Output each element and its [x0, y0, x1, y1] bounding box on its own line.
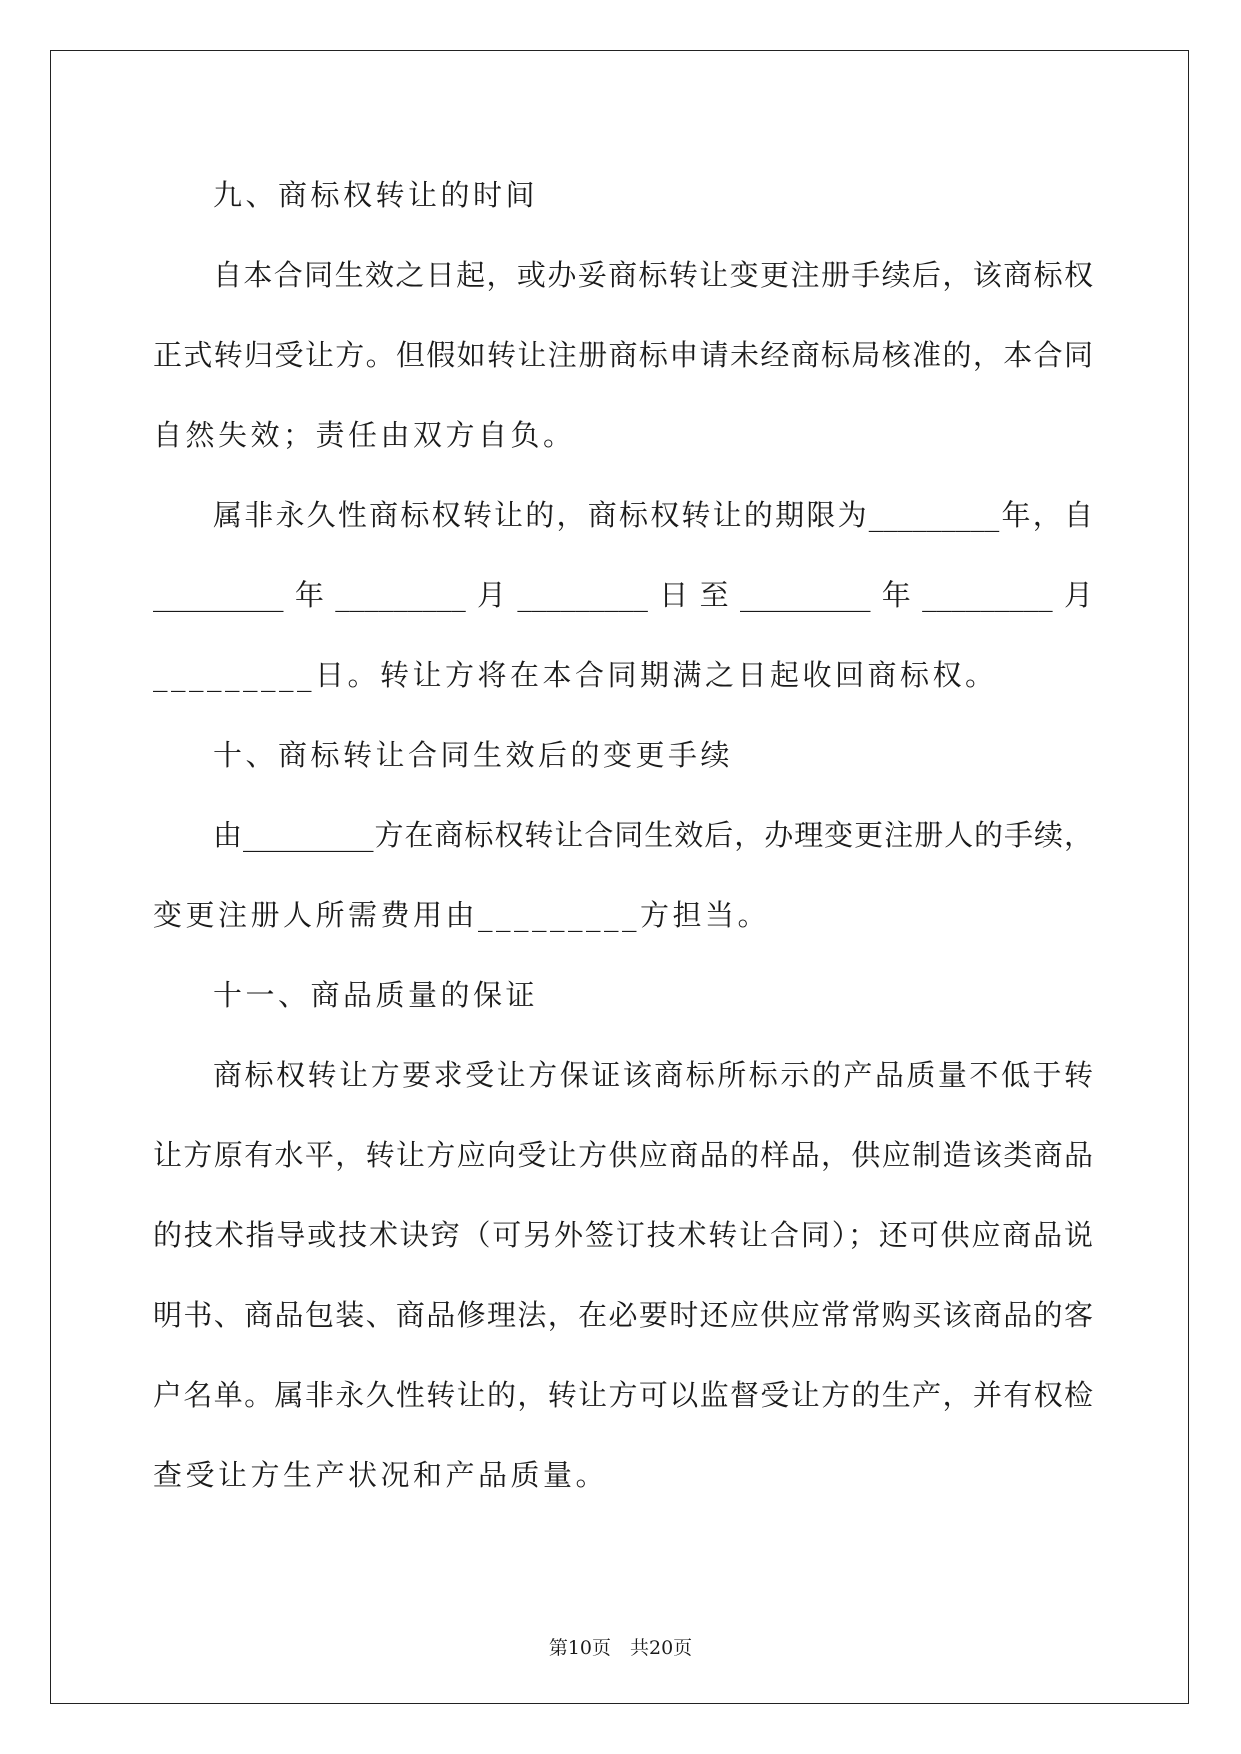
section-heading-11: 十一、商品质量的保证 — [213, 978, 539, 1012]
paragraph-line: 明书、商品包装、商品修理法，在必要时还应供应常常购买该商品的客 — [153, 1298, 1093, 1332]
paragraph-line: 查受让方生产状况和产品质量。 — [153, 1458, 609, 1492]
paragraph-line: 变更注册人所需费用由_________方担当。 — [153, 898, 771, 932]
paragraph-line: 商标权转让方要求受让方保证该商标所标示的产品质量不低于转 — [213, 1058, 1093, 1092]
paragraph-line: 让方原有水平，转让方应向受让方供应商品的样品，供应制造该类商品 — [153, 1138, 1093, 1172]
paragraph-line: 正式转归受让方。但假如转让注册商标申请未经商标局核准的，本合同 — [153, 338, 1093, 372]
paragraph-line: 自然失效；责任由双方自负。 — [153, 418, 576, 452]
section-heading-10: 十、商标转让合同生效后的变更手续 — [213, 738, 734, 772]
page-number: 第10页 共20页 — [548, 1637, 693, 1659]
paragraph-line: 属非永久性商标权转让的，商标权转让的期限为_________年，自 — [213, 498, 1093, 532]
paragraph-line: 由_________方在商标权转让合同生效后，办理变更注册人的手续， — [213, 818, 1093, 852]
section-heading-9: 九、商标权转让的时间 — [213, 178, 539, 212]
paragraph-line: _________日。转让方将在本合同期满之日起收回商标权。 — [153, 658, 998, 692]
paragraph-line: 自本合同生效之日起，或办妥商标转让变更注册手续后，该商标权 — [213, 258, 1093, 292]
document-body — [153, 155, 1093, 1515]
paragraph-line: _________年_________月_________日至_________年_________月 — [153, 578, 1093, 612]
paragraph-line: 的技术指导或技术诀窍（可另外签订技术转让合同）；还可供应商品说 — [153, 1218, 1093, 1252]
paragraph-line: 户名单。属非永久性转让的，转让方可以监督受让方的生产，并有权检 — [153, 1378, 1093, 1412]
